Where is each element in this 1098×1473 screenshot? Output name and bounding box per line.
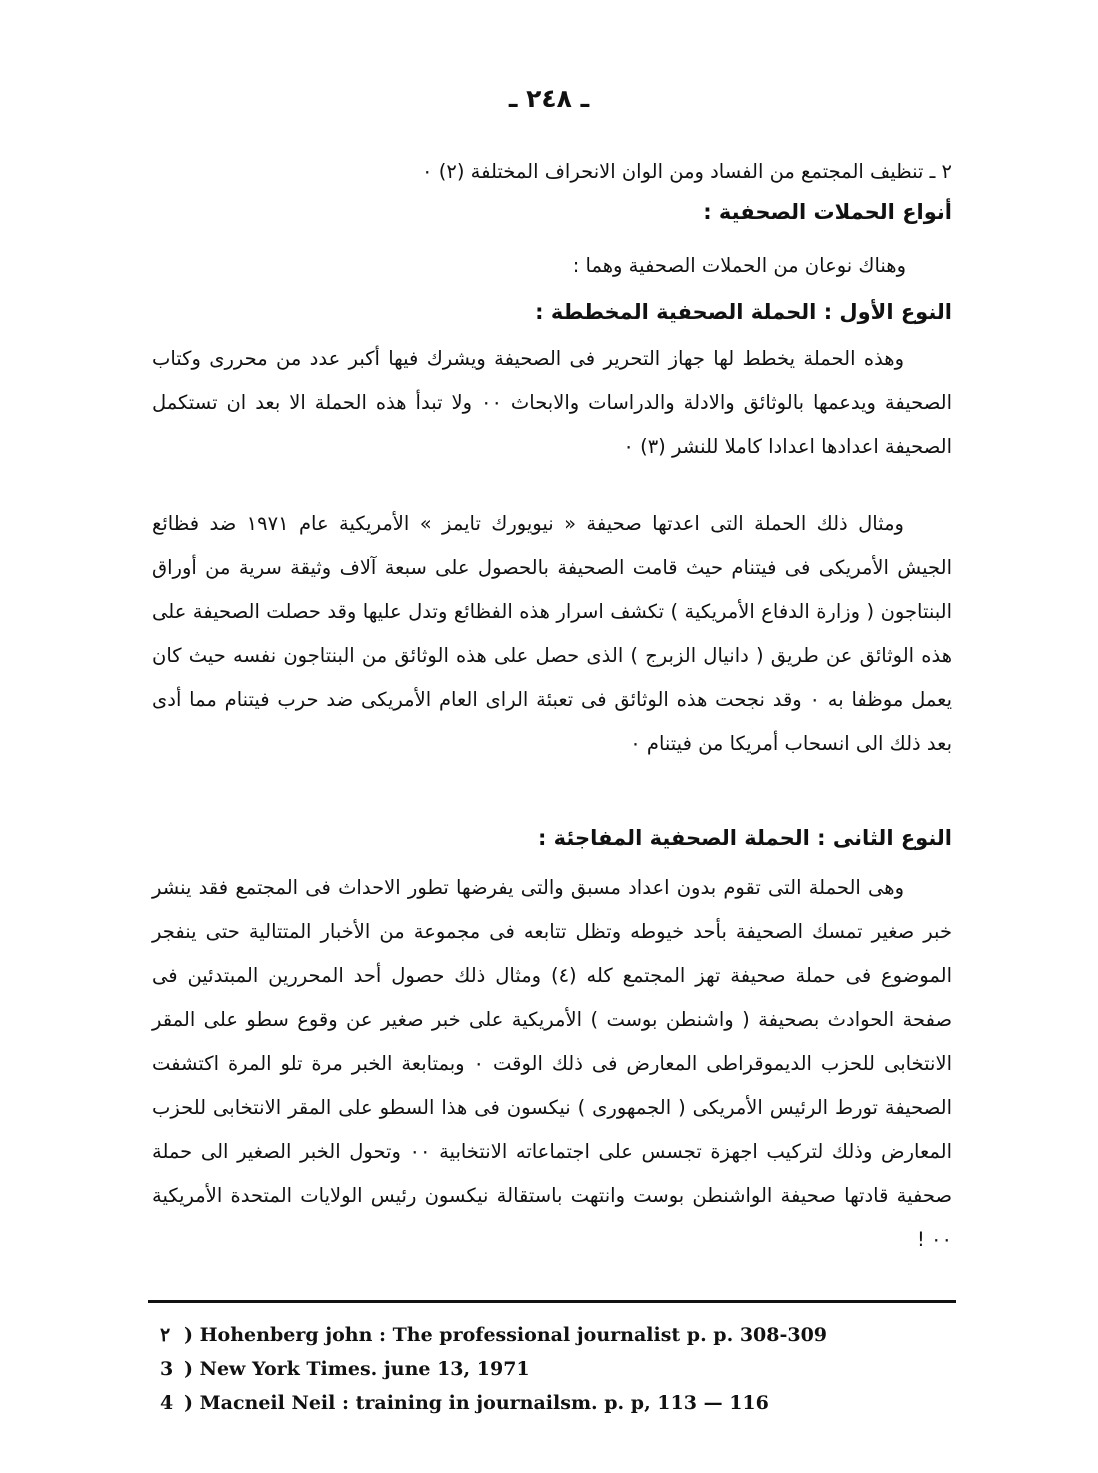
type-two-heading: النوع الثانى : الحملة الصحفية المفاجئة :: [537, 826, 952, 850]
type-one-paragraph-1: وهذه الحملة يخطط لها جهاز التحرير فى الصحيفة ويشرك فيها أكبر عدد من محررى وكتاب الصحيفة ويدعمها بالوثائق والادلة والدراسات والابحاث ٠٠ ولا تبدأ هذه الحملة الا بعد ان تستكمل الصحيفة اعدادها اعدادا كاملا للنشر (٣) ٠: [152, 347, 952, 458]
footnote-mark: 3: [160, 1358, 174, 1380]
intro-text: وهناك نوعان من الحملات الصحفية وهما :: [572, 254, 906, 277]
type-two-paragraph: وهى الحملة التى تقوم بدون اعداد مسبق والتى يفرضها تطور الاحداث فى المجتمع فقد ينشر خبر صغير تمسك الصحيفة بأحد خيوطه وتظل تتابعه فى مجموعة من الأخبار المتتالية حتى ينفجر الموضوع فى حملة صحيفة تهز المجتمع كله (٤) ومثال ذلك حصول أحد المحررين المبتدئين فى صفحة الحوادث بصحيفة ( واشنطن بوست ) الأمريكية على خبر صغير عن وقوع سطو على المقر الانتخابى للحزب الديموقراطى المعارض فى ذلك الوقت ٠ وبمتابعة الخبر مرة تلو المرة اكتشفت الصحيفة تورط الرئيس الأمريكى ( الجمهورى ) نيكسون فى هذا السطو على المقر الانتخابى للحزب المعارض وذلك لتركيب اجهزة تجسس على اجتماعاته الانتخابية ٠٠ وتحول الخبر الصغير الى حملة صحفية قادتها صحيفة الواشنطن بوست وانتهت باستقالة نيكسون رئيس الولايات المتحدة الأمريكية ٠٠ !: [152, 876, 952, 1251]
page-number: ـ ٢٤٨ ـ: [508, 84, 590, 113]
footnote-text: ) Macneil Neil : training in journailsm. p. p, 113 — 116: [184, 1392, 769, 1414]
footnote-3: [160, 1386, 960, 1420]
type-one-paragraph-2: ومثال ذلك الحملة التى اعدتها صحيفة « نيويورك تايمز » الأمريكية عام ١٩٧١ ضد فظائع الجيش الأمريكى فى فيتنام حيث قامت الصحيفة بالحصول على سبعة آلاف وثيقة سرية من أوراق البنتاجون ( وزارة الدفاع الأمريكية ) تكشف اسرار هذه الفظائع وتدل عليها وقد حصلت الصحيفة على هذه الوثائق عن طريق ( دانيال الزبرج ) الذى حصل على هذه الوثائق من البنتاجون نفسه حيث كان يعمل موظفا به ٠ وقد نجحت هذه الوثائق فى تعبئة الراى العام الأمريكى ضد حرب فيتنام مما أدى بعد ذلك الى انسحاب أمريكا من فيتنام ٠: [152, 512, 952, 755]
list-item-2: ٢ ـ تنظيف المجتمع من الفساد ومن الوان الانحراف المختلفة (٢) ٠: [422, 160, 952, 183]
footnote-divider: [148, 1300, 956, 1303]
section-heading: أنواع الحملات الصحفية :: [703, 200, 952, 224]
footnote-2: [160, 1352, 960, 1386]
footnote-1: [160, 1318, 960, 1352]
footnote-mark: 4: [160, 1392, 174, 1414]
footnote-mark: ٢: [160, 1324, 171, 1346]
footnotes: [160, 1318, 960, 1420]
footnote-text: ) Hohenberg john : The professional journalist p. p. 308-309: [184, 1324, 828, 1346]
type-one-heading: النوع الأول : الحملة الصحفية المخططة :: [535, 300, 952, 324]
footnote-text: ) New York Times. june 13, 1971: [184, 1358, 530, 1380]
